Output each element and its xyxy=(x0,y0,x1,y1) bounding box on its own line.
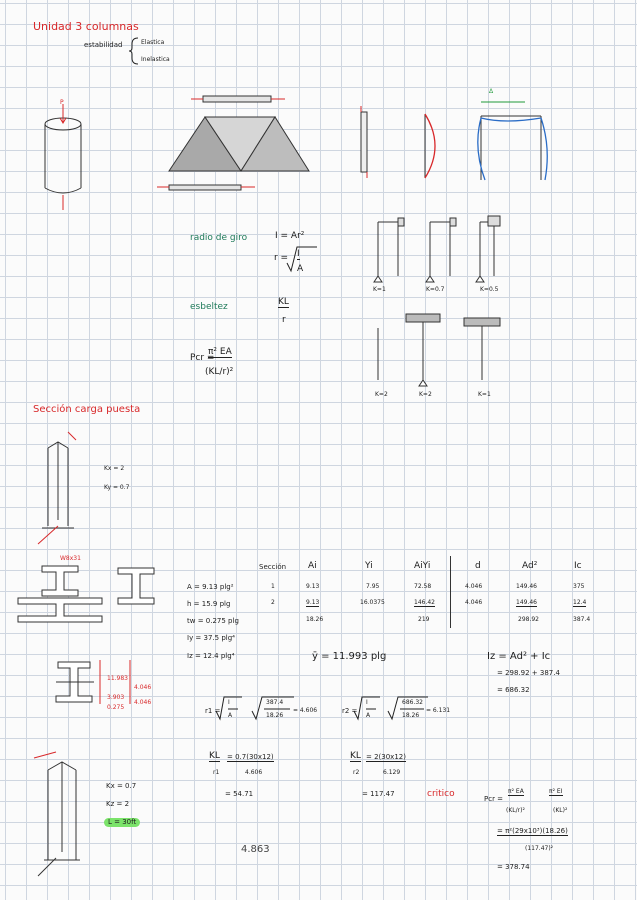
k-label-1: K=1 xyxy=(373,286,386,293)
load-label: P xyxy=(60,99,64,106)
kx-label: Kx = 2 xyxy=(104,465,125,472)
critico-label: critico xyxy=(427,789,455,799)
table-total-aiyi: 219 xyxy=(418,616,430,623)
table-header-yi: Yi xyxy=(365,561,373,571)
bottom-length: L = 30ft xyxy=(104,818,140,827)
table-row-2-aiyi: 146.42 xyxy=(414,599,435,606)
cylinder-diagram xyxy=(38,100,88,210)
pcr-final-lhs: Pcr = xyxy=(484,795,504,803)
r1-den: 18.26 xyxy=(266,712,284,719)
table-divider xyxy=(450,556,451,628)
type-inelastic: Inelastica xyxy=(141,56,170,63)
pcr-final-result: = 378.74 xyxy=(497,863,530,871)
dim-4: 4.046 xyxy=(134,684,152,691)
k-label-2: K=0.7 xyxy=(426,286,445,293)
type-elastic: Elastica xyxy=(141,39,165,46)
side-note: 4.863 xyxy=(241,844,270,855)
kl1-b: r1 xyxy=(213,769,220,776)
r2-num: 686.32 xyxy=(402,699,423,706)
column-buckling-diagrams xyxy=(355,88,555,188)
kl1-a: KL xyxy=(209,751,220,761)
r-num: I xyxy=(297,249,300,259)
table-header-seccion: Sección xyxy=(259,563,287,571)
k-label-5: K=2 xyxy=(419,391,432,398)
table-header-ai: Ai xyxy=(308,561,317,571)
pcr-final-den-1: (KL/r)² xyxy=(506,807,525,814)
k-column-diagrams xyxy=(368,212,518,392)
table-row-2-d: 4.046 xyxy=(465,599,483,606)
pcr-final-num-1: π² EA xyxy=(508,788,524,795)
table-header-ic: Ic xyxy=(574,561,582,571)
page-title: Unidad 3 columnas xyxy=(33,20,139,33)
esbeltez-label: esbeltez xyxy=(190,302,228,312)
table-row-2-sec: 2 xyxy=(271,599,275,606)
kl2-a: KL xyxy=(350,751,361,761)
section-title: Sección carga puesta xyxy=(33,404,141,415)
table-row-1-yi: 7.95 xyxy=(366,583,380,590)
r1-val: = 4.606 xyxy=(293,707,318,714)
kl2-b: r2 xyxy=(353,769,360,776)
radio-label: radio de giro xyxy=(190,233,248,243)
r1-lhs: r1 = xyxy=(205,707,221,715)
bottom-kx: Kx = 0.7 xyxy=(106,782,137,790)
i-equation: I = Ar² xyxy=(275,231,305,241)
table-row-1-d: 4.046 xyxy=(465,583,483,590)
table-row-2-yi: 16.0375 xyxy=(360,599,385,606)
pcr-final-num-2: π² EI xyxy=(549,788,563,795)
r1-num: 387.4 xyxy=(266,699,284,706)
table-header-ad2: Ad² xyxy=(522,561,538,571)
prop-iz: Iz = 12.4 plg⁴ xyxy=(187,652,235,660)
table-header-d: d xyxy=(475,561,481,571)
table-row-2-ai: 9.13 xyxy=(306,599,320,606)
brace-icon xyxy=(128,36,140,66)
prop-area: A = 9.13 plg² xyxy=(187,583,234,591)
r2-a: A xyxy=(366,712,371,719)
iz-eq-2: = 298.92 + 387.4 xyxy=(497,669,560,677)
pcr-final-den-2: (KL)² xyxy=(553,807,568,814)
k-label-6: K=1 xyxy=(478,391,491,398)
table-header-aiyi: AiYi xyxy=(414,561,431,571)
k-label-3: K=0.5 xyxy=(480,286,499,293)
r2-val: = 6.131 xyxy=(426,707,451,714)
subtitle: estabilidad xyxy=(84,41,123,49)
table-row-1-ad2: 149.46 xyxy=(516,583,537,590)
kl-num: KL xyxy=(278,297,289,307)
kl2-d: 6.129 xyxy=(383,769,401,776)
kl1-e: = 54.71 xyxy=(225,790,254,798)
iz-eq-1: Iz = Ad² + Ic xyxy=(487,651,551,662)
kl1-c: = 0.7(30x12) xyxy=(227,753,274,761)
truss-diagram xyxy=(155,93,325,193)
ky-label: Ky = 0.7 xyxy=(104,484,130,491)
bottom-kz: Kz = 2 xyxy=(106,800,130,808)
bottom-column-diagram xyxy=(34,748,104,878)
r-equation-lhs: r = xyxy=(274,253,289,263)
pcr-num: π² EA xyxy=(208,347,232,357)
r1-a: A xyxy=(228,712,233,719)
kl2-c: = 2(30x12) xyxy=(366,753,406,761)
dim-5: 4.046 xyxy=(134,699,152,706)
k-label-4: K=2 xyxy=(375,391,388,398)
pcr-final-sub-den: (117.47)² xyxy=(525,845,554,852)
table-total-ad2: 298.92 xyxy=(518,616,539,623)
r2-i: I xyxy=(366,699,368,706)
table-row-2-ic: 12.4 xyxy=(573,599,587,606)
ybar-result: ȳ = 11.993 plg xyxy=(312,651,387,662)
table-row-1-sec: 1 xyxy=(271,583,275,590)
table-row-1-ic: 375 xyxy=(573,583,585,590)
dim-1: 11.983 xyxy=(107,675,128,682)
table-row-1-ai: 9.13 xyxy=(306,583,320,590)
kl2-e: = 117.47 xyxy=(362,790,395,798)
table-total-ic: 387.4 xyxy=(573,616,591,623)
kl1-d: 4.606 xyxy=(245,769,263,776)
pcr-den: (KL/r)² xyxy=(205,367,234,377)
kl-den: r xyxy=(282,315,286,325)
pcr-lhs: Pcr = xyxy=(190,353,215,363)
table-row-1-aiyi: 72.58 xyxy=(414,583,432,590)
table-row-2-ad2: 149.46 xyxy=(516,599,537,606)
prop-tw: tw = 0.275 plg xyxy=(187,617,239,625)
column-3d-diagram xyxy=(38,428,98,548)
r1-i: I xyxy=(228,699,230,706)
r-den: A xyxy=(297,264,304,274)
table-total-ai: 18.26 xyxy=(306,616,324,623)
r2-lhs: r2 = xyxy=(342,707,358,715)
iz-eq-3: = 686.32 xyxy=(497,686,530,694)
r2-den: 18.26 xyxy=(402,712,420,719)
pcr-final-sub: = π²(29x10³)(18.26) xyxy=(497,827,568,835)
prop-iy: Iy = 37.5 plg⁴ xyxy=(187,634,235,642)
dim-2: 3.903 xyxy=(107,694,125,701)
dim-3: 0.275 xyxy=(107,704,125,711)
prop-height: h = 15.9 plg xyxy=(187,600,231,608)
section-label: W8x31 xyxy=(60,555,81,562)
delta-label: Δ xyxy=(489,88,494,95)
